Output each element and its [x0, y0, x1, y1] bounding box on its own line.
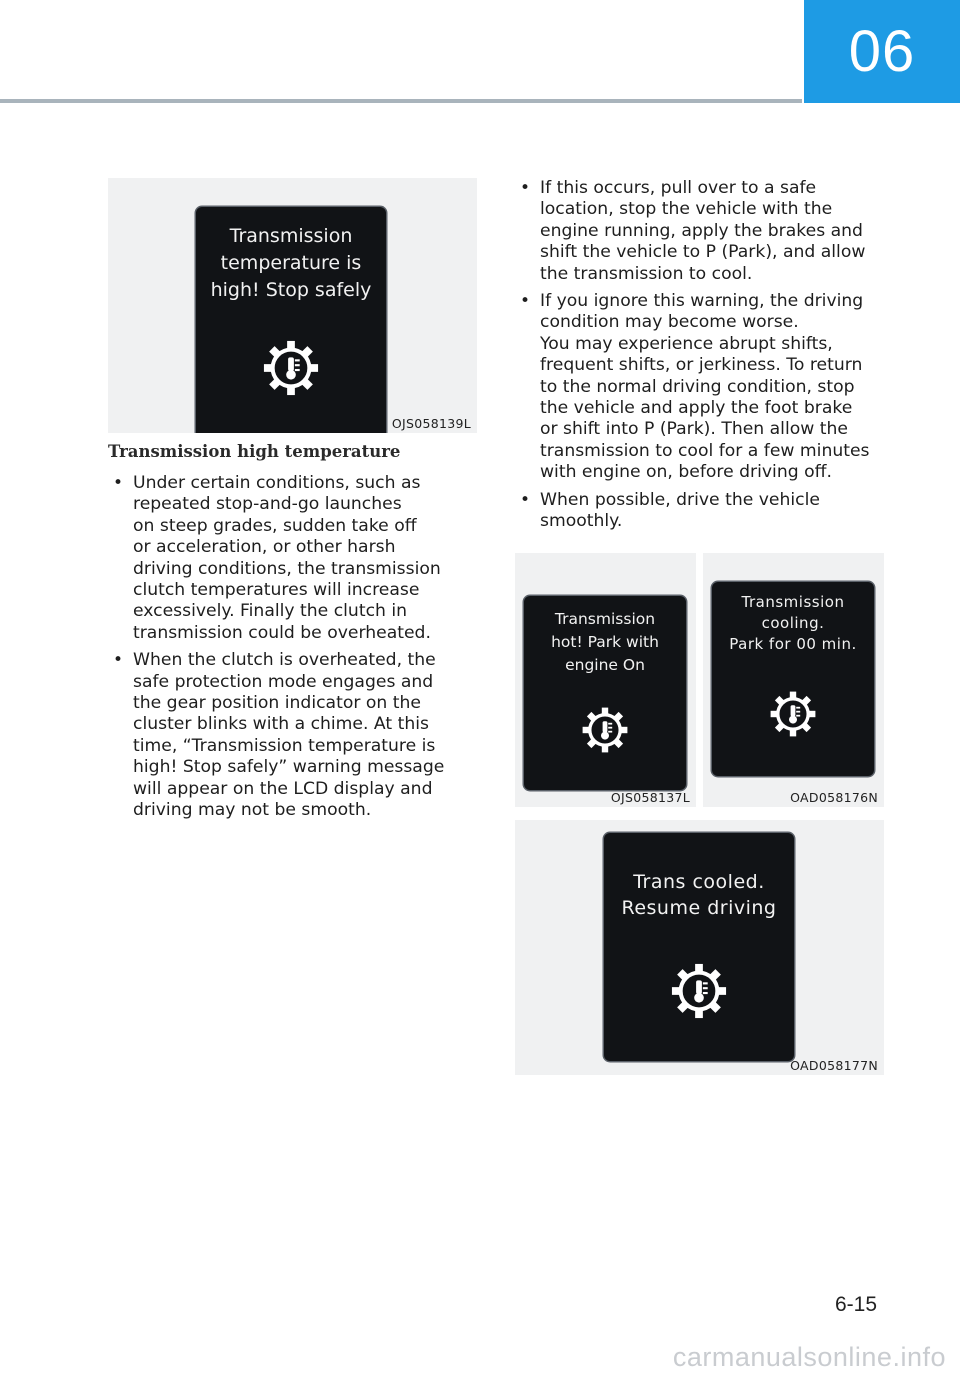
bullet-icon: • — [520, 291, 531, 312]
list-item-text: If this occurs, pull over to a safe location, stop the vehicle with the engine running, apply the brakes and shift the vehicle to P (Park), and allow the transmission to cool. — [540, 178, 866, 284]
list-item — [108, 650, 468, 821]
right-bullet-list — [515, 178, 890, 539]
section-heading: Transmission high temperature — [108, 442, 401, 461]
transmission-temperature-icon — [581, 706, 629, 754]
cluster-message: Trans cooled. Resume driving — [621, 871, 777, 919]
cluster-display — [712, 582, 874, 776]
transmission-temperature-icon — [670, 962, 728, 1020]
figure-code: OAD058176N — [790, 790, 878, 805]
transmission-temperature-icon — [262, 339, 320, 397]
list-item — [108, 473, 468, 644]
header-rule — [0, 99, 802, 103]
bullet-icon: • — [113, 473, 124, 493]
transmission-temperature-icon — [769, 690, 817, 738]
cluster-display — [604, 833, 794, 1061]
figure-transmission-cooled — [515, 820, 884, 1075]
chapter-tab — [804, 0, 960, 103]
figure-transmission-cooling — [703, 553, 884, 807]
bullet-icon: • — [520, 489, 531, 510]
figure-code: OJS058137L — [610, 790, 690, 805]
cluster-message: Transmission temperature is high! Stop safely — [210, 225, 372, 301]
cluster-message: Transmission hot! Park with engine On — [551, 610, 659, 674]
page-number: 6-15 — [834, 1293, 877, 1316]
figure-transmission-hot — [515, 553, 696, 807]
list-item-text: When the clutch is overheated, the safe protection mode engages and the gear position indicator on the cluster blinks with a chime. At this time, “Transmission temperature is high! Stop safely” warning message will appear on the LCD display and driving may not be smooth. — [133, 650, 445, 821]
figure-transmission-high-temperature — [108, 178, 477, 433]
list-item — [515, 490, 890, 533]
list-item-text: When possible, drive the vehicle smoothly. — [540, 489, 820, 532]
cluster-display — [524, 596, 686, 790]
watermark: carmanualsonline.info — [672, 1342, 946, 1372]
cluster-message: Transmission cooling. Park for 00 min. — [729, 593, 857, 653]
left-bullet-list — [108, 473, 468, 828]
list-item-text: Under certain conditions, such as repeated stop-and-go launches on steep grades, sudden take off or acceleration, or other harsh driving conditions, the transmission clutch temperatures will increase excessively. Finally the clutch in transmission could be overheated. — [133, 473, 441, 643]
bullet-icon: • — [520, 178, 531, 198]
cluster-display — [196, 207, 386, 433]
list-item-text: If you ignore this warning, the driving condition may become worse. You may experience abrupt shifts, frequent shifts, or jerkiness. To return to the normal driving condition, stop the vehicle and apply the foot brake or shift into P (Park). Then allow the transmission to cool for a few minutes with engine on, before driving off. — [540, 291, 870, 483]
list-item — [515, 178, 890, 285]
figure-code: OAD058177N — [790, 1058, 878, 1073]
list-item — [515, 291, 890, 484]
bullet-icon: • — [113, 650, 124, 671]
figure-code: OJS058139L — [391, 416, 471, 431]
chapter-number: 06 — [848, 19, 916, 84]
